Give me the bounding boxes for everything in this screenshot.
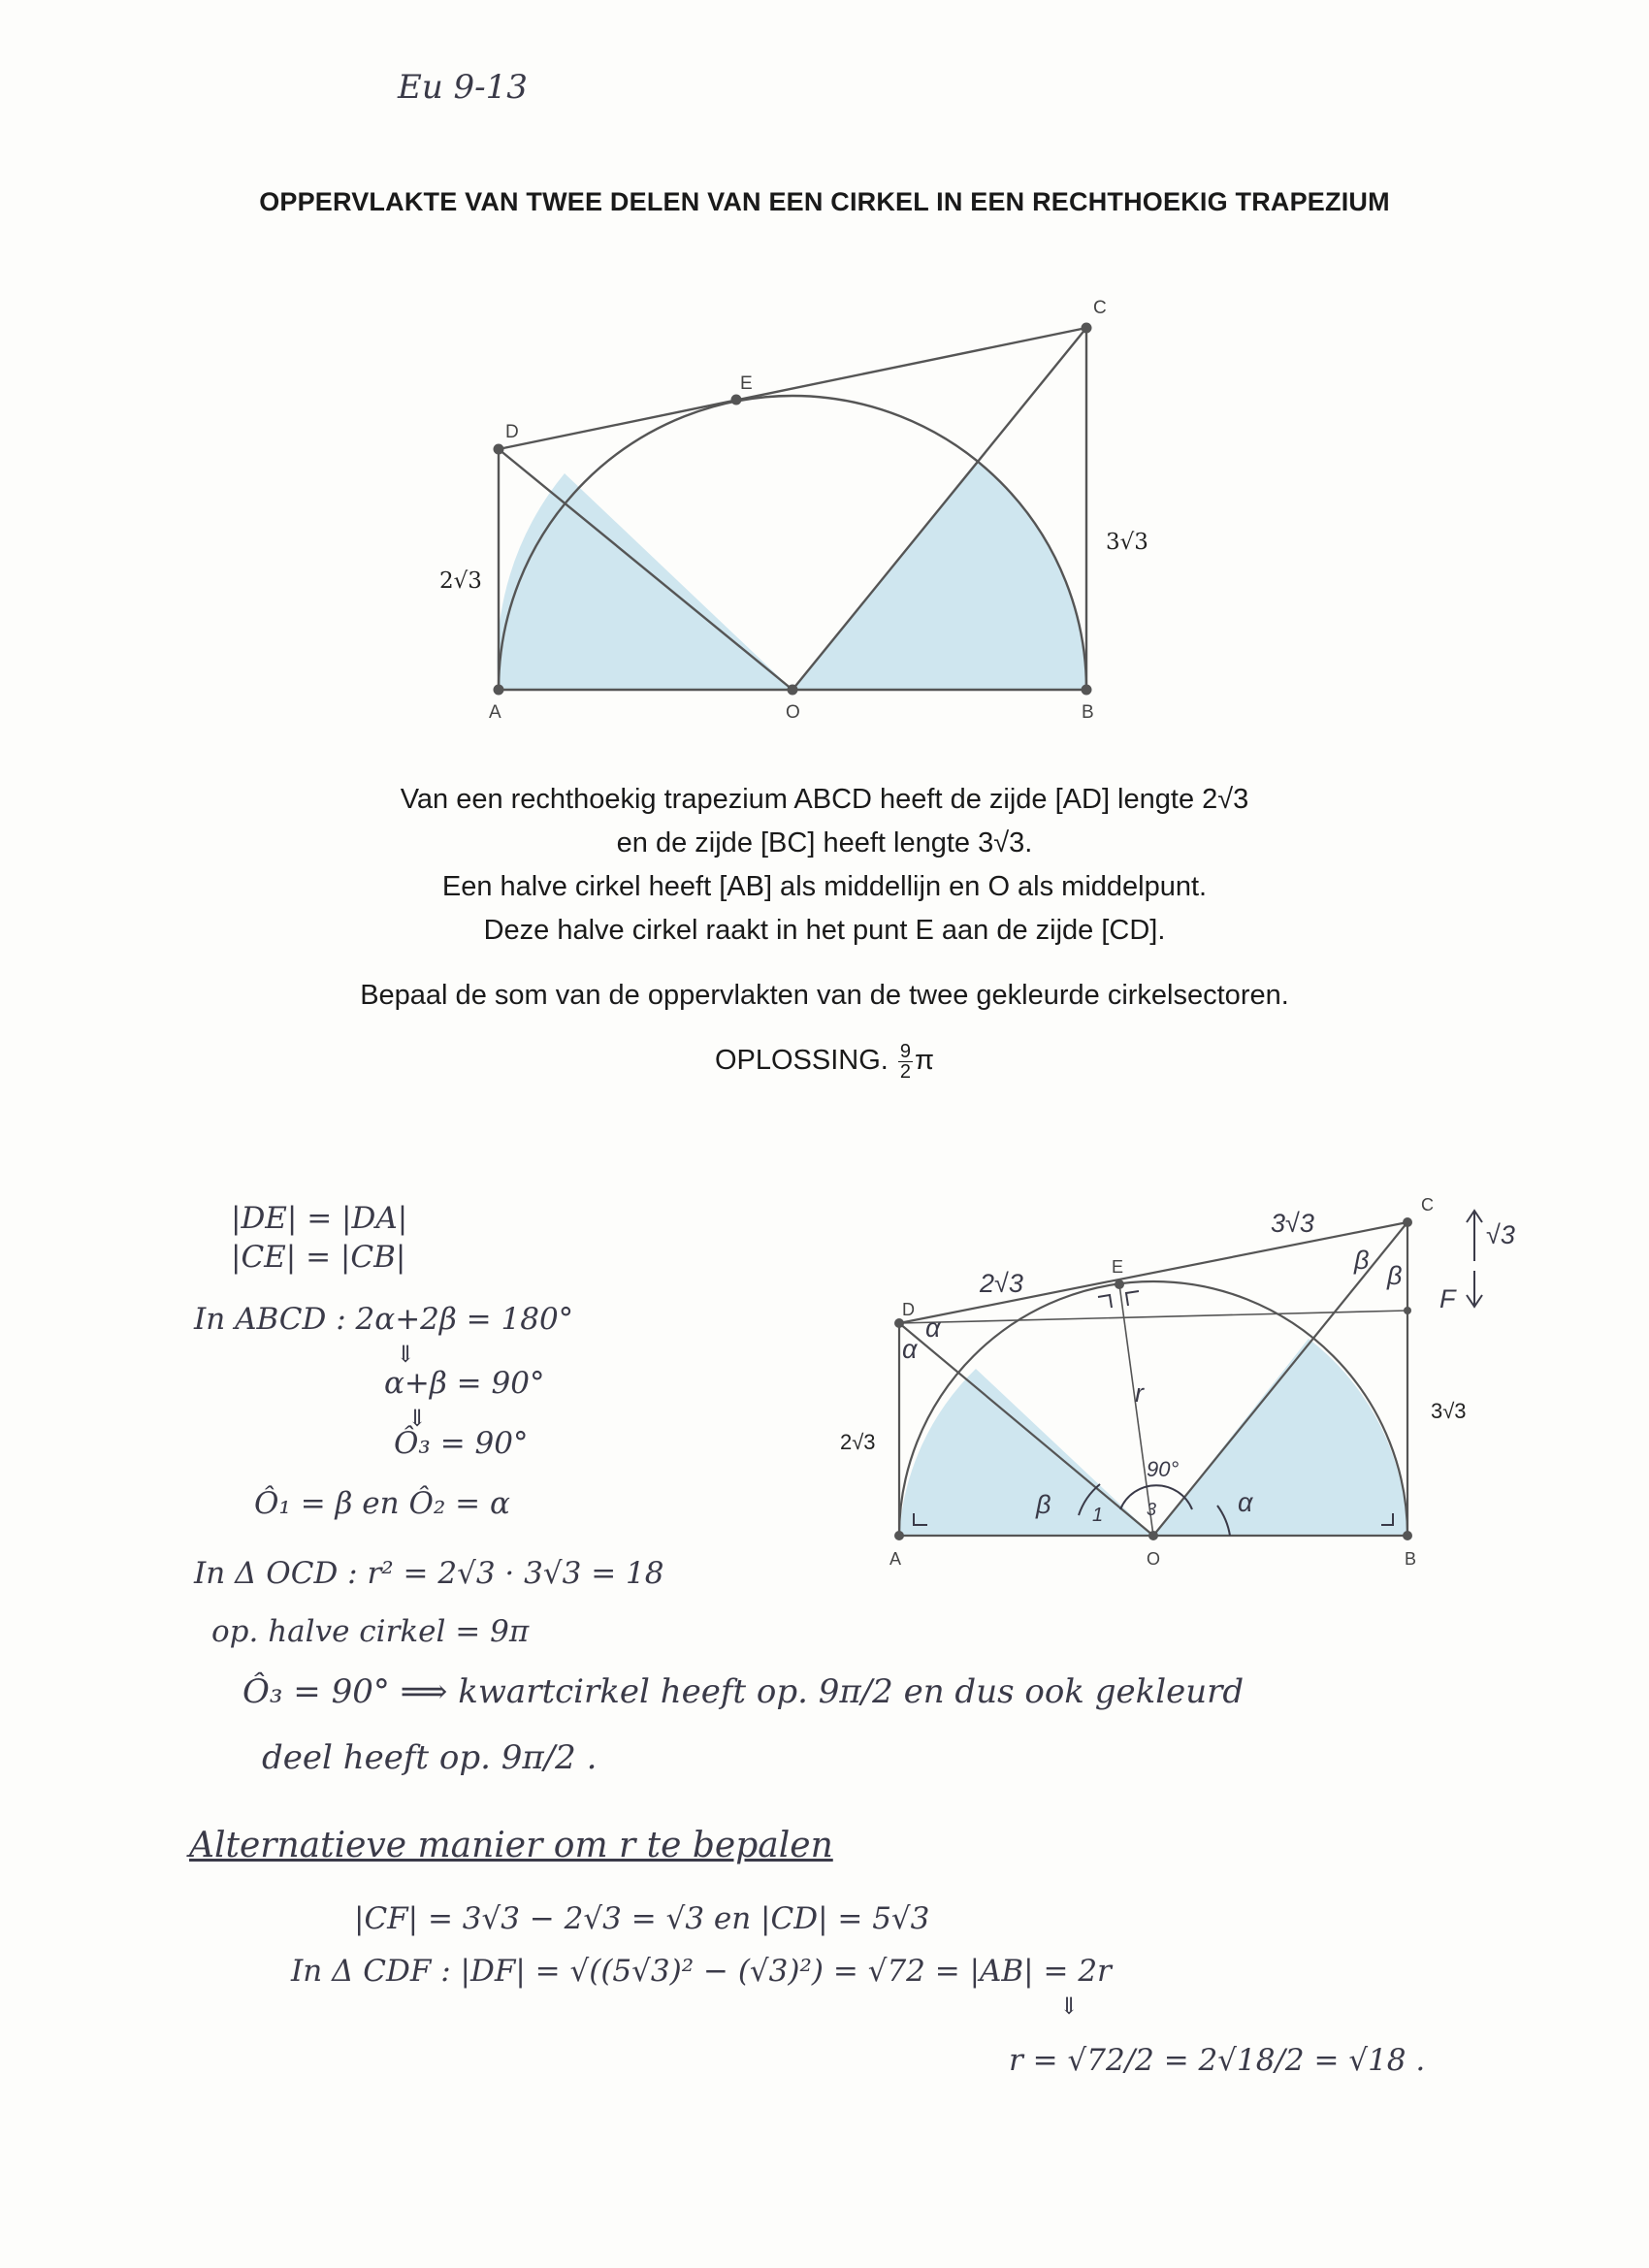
svg-text:α: α: [925, 1313, 941, 1343]
svg-text:2√3: 2√3: [980, 1269, 1023, 1298]
svg-text:β: β: [1354, 1246, 1370, 1275]
figure-1: [0, 0, 1649, 757]
shaded-sector-right: [792, 461, 1086, 690]
note-line-9: In Δ OCD : r² = 2√3 · 3√3 = 18: [194, 1556, 664, 1591]
label-d: D: [505, 422, 519, 442]
point-o: [788, 685, 798, 696]
note-line-17: r = √72/2 = 2√18/2 = √18 .: [1009, 2043, 1426, 2078]
solution-line: [0, 1039, 1649, 1083]
svg-text:90°: 90°: [1147, 1457, 1180, 1481]
point-e: [731, 395, 742, 405]
problem-statement: [0, 778, 1649, 1083]
note-line-16: ⇓: [1059, 1993, 1080, 2020]
svg-text:A: A: [889, 1549, 902, 1569]
svg-text:3√3: 3√3: [1431, 1399, 1467, 1423]
svg-text:√3: √3: [1486, 1220, 1515, 1249]
label-bc-length: 3√3: [1106, 530, 1148, 555]
label-e: E: [740, 373, 753, 394]
problem-line-2: en de zijde [BC] heeft lengte 3√3.: [616, 827, 1033, 859]
svg-text:F: F: [1439, 1284, 1456, 1313]
svg-text:2√3: 2√3: [840, 1430, 876, 1454]
label-a: A: [489, 702, 501, 723]
note-line-3: In ABCD : 2α+2β = 180°: [194, 1302, 574, 1337]
svg-text:D: D: [902, 1300, 915, 1319]
point-a: [494, 685, 504, 696]
note-line-11: Ô₃ = 90° ⟹ kwartcirkel heeft op. 9π/2 en dus ook gekleurd: [242, 1672, 1245, 1711]
shaded-sector-left: [498, 473, 792, 690]
note-line-8: Ô₁ = β en Ô₂ = α: [254, 1486, 510, 1521]
note-line-2: |CE| = |CB|: [231, 1240, 406, 1275]
problem-line-3: Een halve cirkel heeft [AB] als middellijn en O als middelpunt.: [441, 871, 1208, 902]
label-ad-length: 2√3: [439, 568, 482, 594]
note-line-13: Alternatieve manier om r te bepalen: [189, 1826, 833, 1865]
label-b: B: [1082, 702, 1094, 723]
shaded-sector-left-2: [899, 1369, 1153, 1536]
point-d: [494, 444, 504, 455]
problem-question: Bepaal de som van de oppervlakten van de twee gekleurde cirkelsectoren.: [360, 980, 1289, 1011]
point-b: [1082, 685, 1092, 696]
svg-text:1: 1: [1092, 1505, 1104, 1526]
note-line-15: In Δ CDF : |DF| = √((5√3)² − (√3)²) = √72 = |AB| = 2r: [291, 1954, 1112, 1989]
svg-text:E: E: [1112, 1257, 1124, 1277]
svg-text:O: O: [1147, 1549, 1161, 1569]
svg-text:3: 3: [1147, 1500, 1157, 1519]
note-line-10: op. halve cirkel = 9π: [211, 1614, 530, 1649]
svg-text:r: r: [1135, 1378, 1144, 1408]
solution-label: OPLOSSING.: [714, 1045, 889, 1076]
label-c: C: [1093, 298, 1107, 318]
exercise-reference: Eu 9-13: [398, 68, 528, 107]
point-c: [1082, 323, 1092, 334]
svg-text:β: β: [1387, 1261, 1403, 1290]
svg-text:3√3: 3√3: [1271, 1209, 1314, 1238]
problem-line-4: Deze halve cirkel raakt in het punt E aan de zijde [CD].: [483, 915, 1166, 946]
note-line-5: α+β = 90°: [384, 1366, 545, 1401]
solution-fraction: $\frac{9}{2}$: [899, 1040, 912, 1083]
solution-pi: π: [915, 1045, 935, 1076]
note-line-14: |CF| = 3√3 − 2√3 = √3 en |CD| = 5√3: [354, 1901, 930, 1936]
note-line-7: Ô₃ = 90°: [394, 1426, 529, 1461]
note-line-12: deel heeft op. 9π/2 .: [262, 1738, 598, 1777]
svg-text:α: α: [1238, 1488, 1253, 1517]
svg-text:B: B: [1405, 1549, 1417, 1569]
svg-text:C: C: [1421, 1195, 1434, 1215]
note-line-6: ⇓: [407, 1405, 428, 1432]
note-line-1: |DE| = |DA|: [231, 1201, 408, 1236]
problem-line-1: Van een rechthoekig trapezium ABCD heeft de zijde [AD] lengte 2√3: [400, 784, 1249, 815]
svg-text:α: α: [902, 1335, 918, 1364]
note-line-4: ⇓: [396, 1341, 416, 1368]
page-title: OPPERVLAKTE VAN TWEE DELEN VAN EEN CIRKEL IN EEN RECHTHOEKIG TRAPEZIUM: [259, 187, 1390, 216]
svg-text:β: β: [1036, 1490, 1051, 1519]
label-o: O: [786, 702, 800, 723]
